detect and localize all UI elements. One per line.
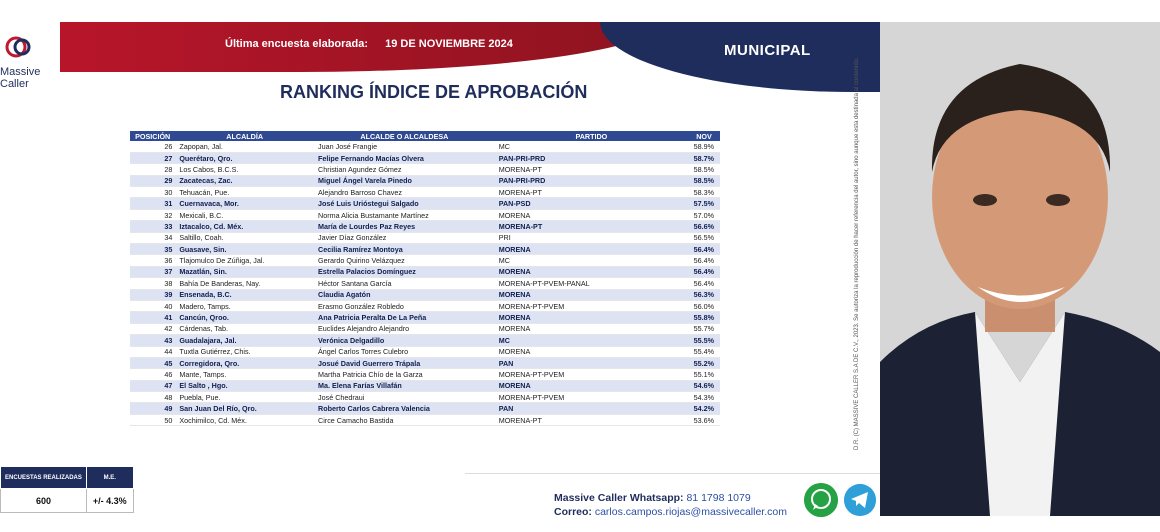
cell-alcaldia: Cárdenas, Tab.	[175, 323, 314, 334]
cell-alcaldia: Querétaro, Qro.	[175, 152, 314, 163]
cell-partido: MORENA	[495, 323, 688, 334]
cell-position: 33	[130, 221, 175, 232]
cell-nov: 58.7%	[688, 152, 720, 163]
table-row	[130, 300, 720, 311]
cell-alcalde: Josué David Guerrero Trápala	[314, 357, 495, 368]
cell-nov: 56.4%	[688, 278, 720, 289]
table-row	[130, 403, 720, 414]
cell-position: 50	[130, 414, 175, 425]
cell-partido: PAN	[495, 357, 688, 368]
table-header-row	[130, 131, 720, 141]
cell-alcaldia: Corregidora, Qro.	[175, 357, 314, 368]
cell-position: 39	[130, 289, 175, 300]
cell-position: 27	[130, 152, 175, 163]
cell-position: 29	[130, 175, 175, 186]
cell-alcalde: Christian Agundez Gómez	[314, 164, 495, 175]
cell-position: 44	[130, 346, 175, 357]
column-header-alcaldia: ALCALDÍA	[175, 131, 314, 141]
table-row	[130, 198, 720, 209]
cell-position: 40	[130, 300, 175, 311]
footer-divider	[465, 473, 880, 474]
cell-nov: 54.6%	[688, 380, 720, 391]
cell-partido: MORENA	[495, 289, 688, 300]
cell-nov: 56.4%	[688, 266, 720, 277]
stats-surveys-label: ENCUESTAS REALIZADAS	[1, 467, 87, 489]
cell-alcaldia: El Salto , Hgo.	[175, 380, 314, 391]
cell-alcalde: Norma Alicia Bustamante Martínez	[314, 209, 495, 220]
cell-nov: 55.4%	[688, 346, 720, 357]
page-title: RANKING ÍNDICE DE APROBACIÓN	[280, 82, 588, 102]
logo-icon	[4, 34, 34, 60]
cell-partido: MORENA-PT-PVEM	[495, 392, 688, 403]
cell-position: 38	[130, 278, 175, 289]
table-row	[130, 244, 720, 255]
cell-alcalde: Ana Patricia Peralta De La Peña	[314, 312, 495, 323]
table-row	[130, 221, 720, 232]
cell-alcaldia: Cancún, Qroo.	[175, 312, 314, 323]
logo-text-caller: Caller	[0, 78, 29, 90]
cell-alcaldia: Zapopan, Jal.	[175, 141, 314, 152]
cell-position: 30	[130, 187, 175, 198]
cell-alcaldia: Guadalajara, Jal.	[175, 335, 314, 346]
cell-nov: 54.3%	[688, 392, 720, 403]
copyright-text: D.R. (C) MASSIVE CALLER S.A DE C.V., 2023. Se autoriza la reproducción de hacer referencia del autor, sino aunque esta destinada al contenido.	[854, 57, 860, 450]
table-row	[130, 164, 720, 175]
cell-nov: 56.4%	[688, 244, 720, 255]
cell-partido: MC	[495, 141, 688, 152]
column-header-posicion: POSICIÓN	[130, 131, 175, 141]
stats-margin-value: +/- 4.3%	[86, 489, 133, 513]
stats-surveys-value: 600	[1, 489, 87, 513]
cell-position: 46	[130, 369, 175, 380]
survey-date-line	[225, 38, 513, 50]
table-row	[130, 232, 720, 243]
cell-partido: MORENA-PT	[495, 414, 688, 425]
survey-stats-table	[0, 466, 134, 513]
copyright-note	[848, 57, 878, 458]
cell-alcalde: José Luis Urióstegui Salgado	[314, 198, 495, 209]
cell-partido: MORENA	[495, 266, 688, 277]
cell-alcaldia: Mante, Tamps.	[175, 369, 314, 380]
table-row	[130, 152, 720, 163]
cell-alcalde: Miguel Ángel Varela Pinedo	[314, 175, 495, 186]
cell-alcaldia: Iztacalco, Cd. Méx.	[175, 221, 314, 232]
table-row	[130, 369, 720, 380]
cell-alcalde: Claudia Agatón	[314, 289, 495, 300]
cell-alcalde: Felipe Fernando Macías Olvera	[314, 152, 495, 163]
cell-alcalde: Héctor Santana García	[314, 278, 495, 289]
table-row	[130, 380, 720, 391]
massive-caller-logo	[0, 30, 55, 92]
cell-partido: PAN-PSD	[495, 198, 688, 209]
cell-alcalde: Estrella Palacios Domínguez	[314, 266, 495, 277]
cell-nov: 54.2%	[688, 403, 720, 414]
email-address[interactable]: carlos.campos.riojas@massivecaller.com	[594, 506, 787, 518]
cell-position: 42	[130, 323, 175, 334]
cell-alcalde: Juan José Frangie	[314, 141, 495, 152]
cell-position: 47	[130, 380, 175, 391]
cell-alcaldia: Ensenada, B.C.	[175, 289, 314, 300]
cell-alcaldia: Mexicali, B.C.	[175, 209, 314, 220]
cell-alcalde: Gerardo Quirino Velázquez	[314, 255, 495, 266]
portrait-illustration	[880, 22, 1160, 516]
ranking-table	[130, 131, 720, 426]
cell-nov: 58.5%	[688, 175, 720, 186]
cell-partido: MORENA	[495, 346, 688, 357]
cell-nov: 56.0%	[688, 300, 720, 311]
table-row	[130, 141, 720, 152]
table-row	[130, 255, 720, 266]
cell-alcaldia: Mazatlán, Sin.	[175, 266, 314, 277]
ranking-table-body	[130, 141, 720, 426]
cell-position: 34	[130, 232, 175, 243]
table-row	[130, 392, 720, 403]
telegram-icon[interactable]	[844, 484, 876, 516]
scope-label: MUNICIPAL	[724, 42, 811, 59]
cell-alcaldia: Puebla, Pue.	[175, 392, 314, 403]
cell-nov: 56.6%	[688, 221, 720, 232]
cell-alcaldia: Saltillo, Coah.	[175, 232, 314, 243]
table-row	[130, 289, 720, 300]
mayor-portrait-photo	[880, 22, 1160, 516]
cell-position: 36	[130, 255, 175, 266]
table-row	[130, 278, 720, 289]
cell-nov: 57.0%	[688, 209, 720, 220]
logo-text-massive: Massive	[0, 66, 41, 78]
cell-alcalde: Circe Camacho Bastida	[314, 414, 495, 425]
table-row	[130, 335, 720, 346]
cell-position: 26	[130, 141, 175, 152]
cell-alcalde: Alejandro Barroso Chavez	[314, 187, 495, 198]
cell-partido: PAN-PRI-PRD	[495, 152, 688, 163]
cell-alcalde: Euclides Alejandro Alejandro	[314, 323, 495, 334]
survey-date-label: Última encuesta elaborada:	[225, 38, 369, 50]
cell-alcaldia: Madero, Tamps.	[175, 300, 314, 311]
cell-nov: 55.1%	[688, 369, 720, 380]
cell-alcalde: Cecilia Ramírez Montoya	[314, 244, 495, 255]
table-row	[130, 312, 720, 323]
cell-alcaldia: Xochimilco, Cd. Méx.	[175, 414, 314, 425]
cell-alcalde: José Chedraui	[314, 392, 495, 403]
cell-position: 28	[130, 164, 175, 175]
cell-position: 37	[130, 266, 175, 277]
cell-partido: MORENA-PT	[495, 187, 688, 198]
cell-alcalde: Ángel Carlos Torres Culebro	[314, 346, 495, 357]
cell-partido: MORENA	[495, 244, 688, 255]
cell-alcalde: Martha Patricia Chío de la Garza	[314, 369, 495, 380]
cell-position: 35	[130, 244, 175, 255]
cell-position: 41	[130, 312, 175, 323]
contact-info	[554, 492, 787, 520]
table-row	[130, 414, 720, 425]
cell-partido: MORENA-PT-PVEM-PANAL	[495, 278, 688, 289]
cell-partido: PAN	[495, 403, 688, 414]
cell-alcaldia: Zacatecas, Zac.	[175, 175, 314, 186]
cell-alcaldia: Cuernavaca, Mor.	[175, 198, 314, 209]
cell-partido: PAN-PRI-PRD	[495, 175, 688, 186]
cell-position: 45	[130, 357, 175, 368]
whatsapp-label: Massive Caller Whatsapp:	[554, 492, 684, 504]
cell-nov: 55.7%	[688, 323, 720, 334]
column-header-nov: NOV	[688, 131, 720, 141]
cell-partido: MORENA-PT	[495, 221, 688, 232]
survey-date-value: 19 DE NOVIEMBRE 2024	[385, 38, 513, 50]
whatsapp-icon[interactable]	[804, 483, 838, 517]
cell-partido: MORENA-PT-PVEM	[495, 369, 688, 380]
cell-alcaldia: Los Cabos, B.C.S.	[175, 164, 314, 175]
cell-alcalde: Ma. Elena Farías Villafán	[314, 380, 495, 391]
table-row	[130, 357, 720, 368]
email-line	[554, 506, 787, 518]
cell-position: 43	[130, 335, 175, 346]
cell-nov: 53.6%	[688, 414, 720, 425]
cell-position: 49	[130, 403, 175, 414]
whatsapp-line	[554, 492, 787, 504]
cell-partido: MORENA-PT-PVEM	[495, 300, 688, 311]
cell-nov: 56.5%	[688, 232, 720, 243]
cell-alcaldia: Tuxtla Gutiérrez, Chis.	[175, 346, 314, 357]
table-row	[130, 175, 720, 186]
cell-alcalde: Roberto Carlos Cabrera Valencia	[314, 403, 495, 414]
cell-alcaldia: Bahía De Banderas, Nay.	[175, 278, 314, 289]
cell-position: 31	[130, 198, 175, 209]
whatsapp-number: 81 1798 1079	[686, 492, 751, 504]
cell-nov: 58.3%	[688, 187, 720, 198]
cell-partido: PRI	[495, 232, 688, 243]
cell-nov: 55.8%	[688, 312, 720, 323]
cell-nov: 55.5%	[688, 335, 720, 346]
cell-partido: MC	[495, 255, 688, 266]
cell-alcaldia: Guasave, Sin.	[175, 244, 314, 255]
cell-alcalde: Verónica Delgadillo	[314, 335, 495, 346]
column-header-alcalde: ALCALDE O ALCALDESA	[314, 131, 495, 141]
cell-alcaldia: Tlajomulco De Zúñiga, Jal.	[175, 255, 314, 266]
table-row	[130, 346, 720, 357]
table-row	[130, 323, 720, 334]
cell-partido: MORENA	[495, 312, 688, 323]
cell-nov: 57.5%	[688, 198, 720, 209]
cell-nov: 58.5%	[688, 164, 720, 175]
cell-position: 48	[130, 392, 175, 403]
cell-alcalde: Javier Díaz González	[314, 232, 495, 243]
table-row	[130, 266, 720, 277]
cell-nov: 56.3%	[688, 289, 720, 300]
cell-nov: 56.4%	[688, 255, 720, 266]
cell-partido: MC	[495, 335, 688, 346]
cell-partido: MORENA	[495, 209, 688, 220]
cell-alcalde: María de Lourdes Paz Reyes	[314, 221, 495, 232]
cell-partido: MORENA	[495, 380, 688, 391]
column-header-partido: PARTIDO	[495, 131, 688, 141]
table-row	[130, 209, 720, 220]
cell-alcaldia: Tehuacán, Pue.	[175, 187, 314, 198]
cell-nov: 55.2%	[688, 357, 720, 368]
cell-alcaldia: San Juan Del Río, Qro.	[175, 403, 314, 414]
cell-position: 32	[130, 209, 175, 220]
cell-nov: 58.9%	[688, 141, 720, 152]
cell-partido: MORENA-PT	[495, 164, 688, 175]
table-row	[130, 187, 720, 198]
stats-margin-label: M.E.	[86, 467, 133, 489]
cell-alcalde: Erasmo González Robledo	[314, 300, 495, 311]
email-label: Correo:	[554, 506, 592, 518]
